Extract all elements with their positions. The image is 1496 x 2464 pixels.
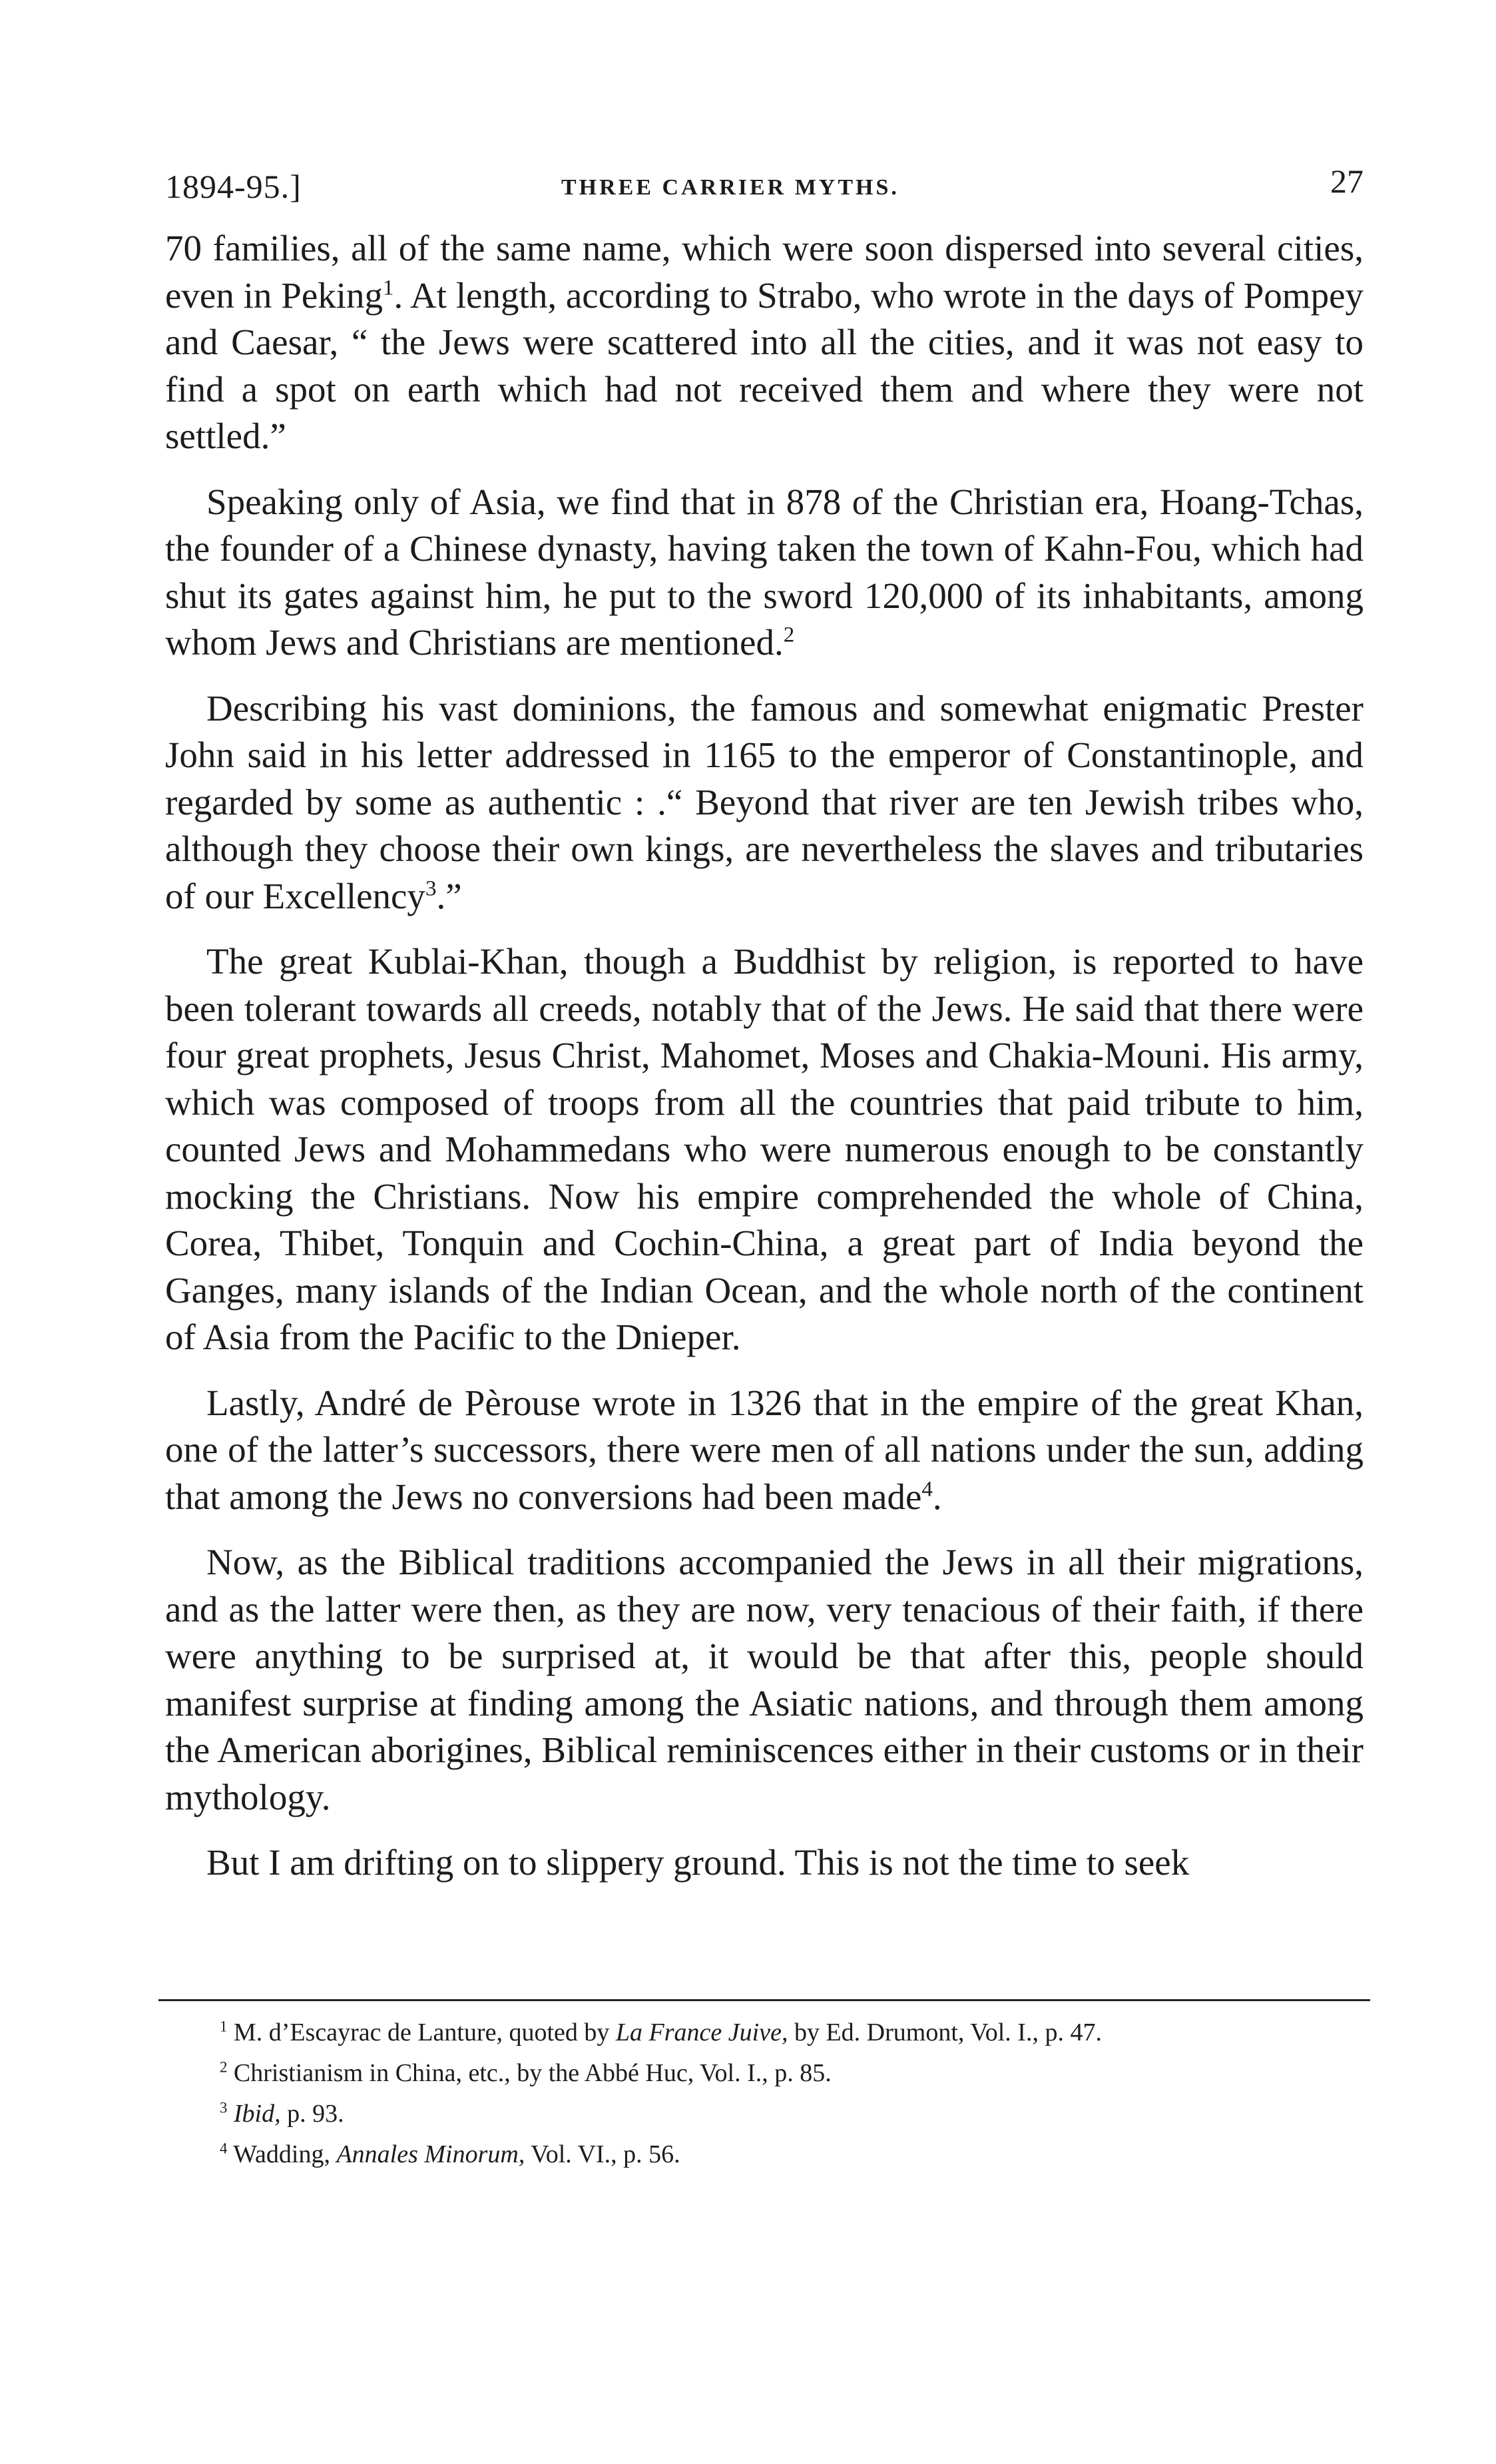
paragraph-3: Describing his vast dominions, the famous and somewhat enigmatic Prester John said in his letter addressed in 1165 to the emperor of Constantinople, and regarded by some as authentic : .“ Beyond that river are ten Jewish tribes who, although they choose their own kings, are nevertheless the slaves and tributaries of our Excellency$^3$.” (165, 687, 1364, 916)
footnote-3: $^3$ Ibid, p. 93. (220, 2099, 344, 2128)
footnote-ref-3: 3 (425, 876, 437, 901)
paragraph-1: 70 families, all of the same name, which were soon dispersed into several cities, even in Peking$^1$. At length, according to Strabo, who wrote in the days of Pompey and Caesar, “ the Jews were scattered into all the cities, and it was not easy to find a spot on earth which had not received them and where they were not settled.” (165, 228, 1364, 456)
body-text (165, 225, 1364, 1905)
paragraph-2: Speaking only of Asia, we find that in 878 of the Christian era, Hoang-Tchas, the founder of a Chinese dynasty, having taken the town of Kahn-Fou, which had shut its gates against him, he put to the sword 120,000 of its inhabitants, among whom Jews and Christians are mentioned.$^2$ (165, 481, 1364, 663)
footnote-ref-2: 2 (783, 623, 795, 647)
footnote-2: $^2$ Christianism in China, etc., by the Abbé Huc, Vol. I., p. 85. (220, 2058, 832, 2087)
footnote-ref-4: 4 (921, 1477, 933, 1502)
page-number: 27 (1330, 162, 1364, 200)
header-volume-year: 1894-95.] (165, 168, 302, 205)
paragraph-6: Now, as the Biblical traditions accompanied the Jews in all their migrations, and as the latter were then, as they are now, very tenacious of their faith, if there were anything to be surprised at, it would be that after this, people should manifest surprise at finding among the Asiatic nations, and through them among the American aborigines, Biblical reminiscences either in their customs or in their mythology. (165, 1542, 1364, 1817)
paragraph-7: But I am drifting on to slippery ground. This is not the time to seek (206, 1842, 1190, 1883)
footnote-1: $^1$ M. d’Escayrac de Lanture, quoted by La France Juive, by Ed. Drumont, Vol. I., p. 47. (220, 2018, 1102, 2046)
running-head (165, 156, 1364, 210)
header-title: THREE CARRIER MYTHS. (561, 175, 899, 200)
footnotes (220, 2012, 1365, 2175)
paragraph-5: Lastly, André de Pèrouse wrote in 1326 that in the empire of the great Khan, one of the latter’s successors, there were men of all nations under the sun, adding that among the Jews no conversions had been made$^4$. (165, 1382, 1364, 1517)
footnote-4: $^4$ Wadding, Annales Minorum, Vol. VI., p. 56. (220, 2140, 680, 2168)
footnote-divider (158, 1999, 1370, 2001)
footnote-ref-1: 1 (383, 276, 394, 300)
paragraph-4: The great Kublai-Khan, though a Buddhist by religion, is reported to have been tolerant towards all creeds, notably that of the Jews. He said that there were four great prophets, Jesus Christ, Mahomet, Moses and Chakia-Mouni. His army, which was composed of troops from all the countries that paid tribute to him, counted Jews and Mohammedans who were numerous enough to be constantly mocking the Christians. Now his empire comprehended the whole of China, Corea, Thibet, Tonquin and Cochin-China, a great part of India beyond the Ganges, many islands of the Indian Ocean, and the whole north of the continent of Asia from the Pacific to the Dnieper. (165, 941, 1364, 1357)
